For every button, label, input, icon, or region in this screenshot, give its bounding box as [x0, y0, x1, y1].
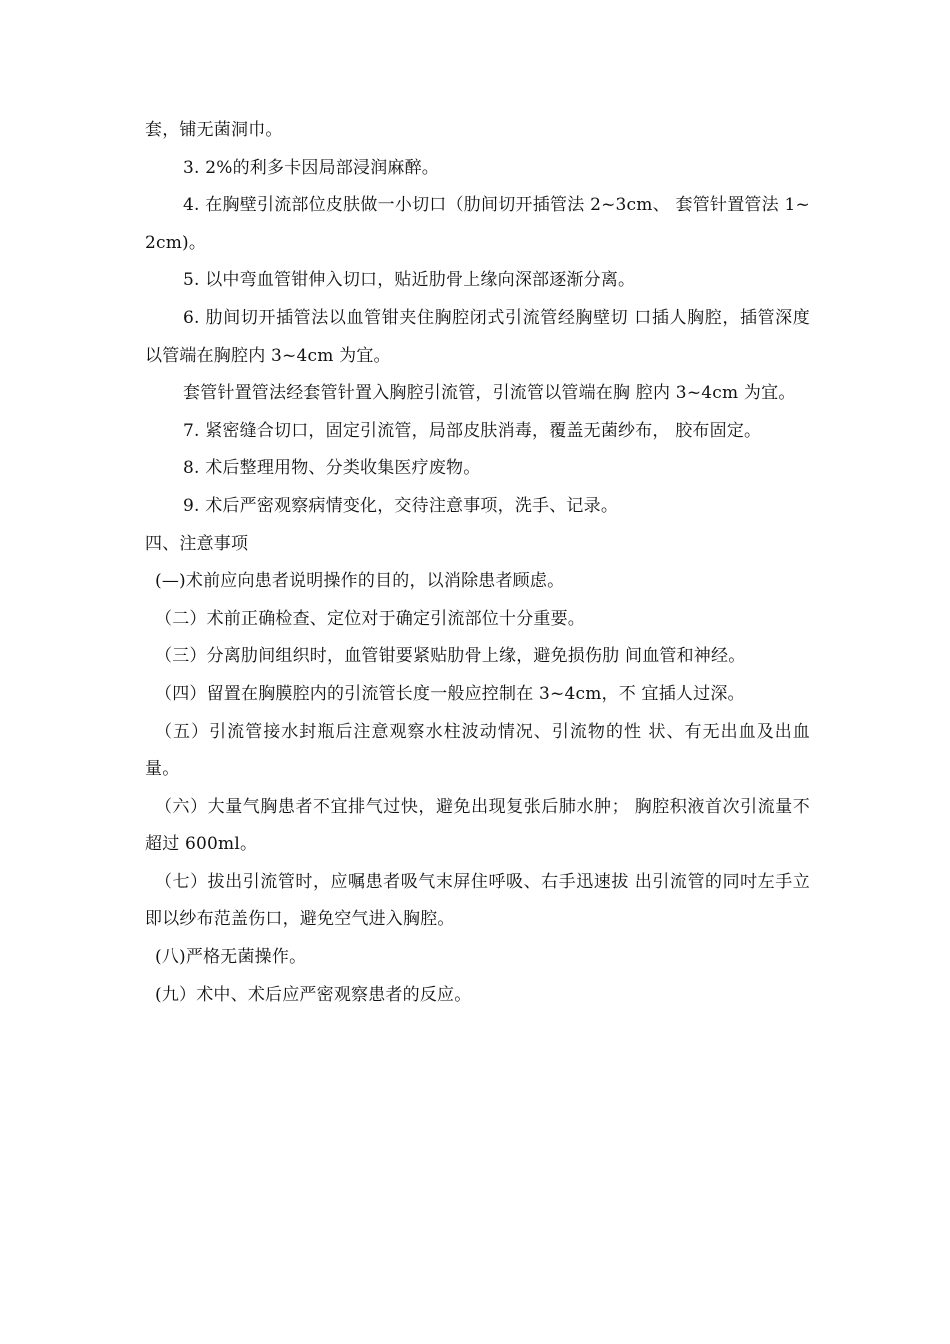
precaution-8: (八)严格无菌操作。 [155, 947, 307, 968]
step-9: 9. 术后严密观察病情变化，交待注意事项，洗手、记录。 [183, 495, 619, 516]
precaution-4: （四）留置在胸膜腔内的引流管长度一般应控制在 3~4cm，不 宜插人过深。 [155, 683, 745, 704]
precaution-5: （五）引流管接水封瓶后注意观察水柱波动情况、引流物的性 状、有无出血及出血量。 [145, 721, 810, 780]
step-4: 4. 在胸壁引流部位皮肤做一小切口（肋间切开插管法 2~3cm、 套管针置管法 1~2cm)。 [145, 195, 810, 253]
step-8: 8. 术后整理用物、分类收集医疗废物。 [183, 458, 481, 479]
precaution-9: (九）术中、术后应严密观察患者的反应。 [155, 984, 472, 1005]
step-6: 6. 肋间切开插管法以血管钳夹住胸腔闭式引流管经胸壁切 口插人胸腔，插管深度以管端在胸腔内 3~4cm 为宜。 [145, 307, 810, 366]
paragraph-continuation: 套，铺无菌洞巾。 [145, 120, 283, 140]
precaution-2: （二）术前正确检查、定位对于确定引流部位十分重要。 [155, 608, 585, 629]
section-heading-precautions: 四、注意事项 [145, 533, 249, 554]
step-7: 7. 紧密缝合切口，固定引流管，局部皮肤消毒，覆盖无菌纱布， 胶布固定。 [183, 420, 762, 441]
precaution-1: (—)术前应向患者说明操作的目的，以消除患者顾虑。 [155, 571, 565, 592]
precaution-6: （六）大量气胸患者不宜排气过快，避免出现复张后肺水肿； 胸腔积液首次引流量不超过 600ml。 [145, 796, 810, 855]
step-6-alternative: 套管针置管法经套管针置入胸腔引流管，引流管以管端在胸 腔内 3~4cm 为宜。 [183, 383, 796, 404]
step-3: 3. 2%的利多卡因局部浸润麻醉。 [183, 157, 439, 178]
document-body [145, 112, 810, 1014]
precaution-3: （三）分离肋间组织时，血管钳要紧贴肋骨上缘，避免损伤肋 间血管和神经。 [155, 646, 746, 667]
precaution-7: （七）拔出引流管时，应嘱患者吸气末屏住呼吸、右手迅速拔 出引流管的同吋左手立即以纱布范盖伤口，避免空气进入胸腔。 [145, 871, 810, 930]
step-5: 5. 以中弯血管钳伸入切口，贴近肋骨上缘向深部逐渐分离。 [183, 270, 636, 291]
